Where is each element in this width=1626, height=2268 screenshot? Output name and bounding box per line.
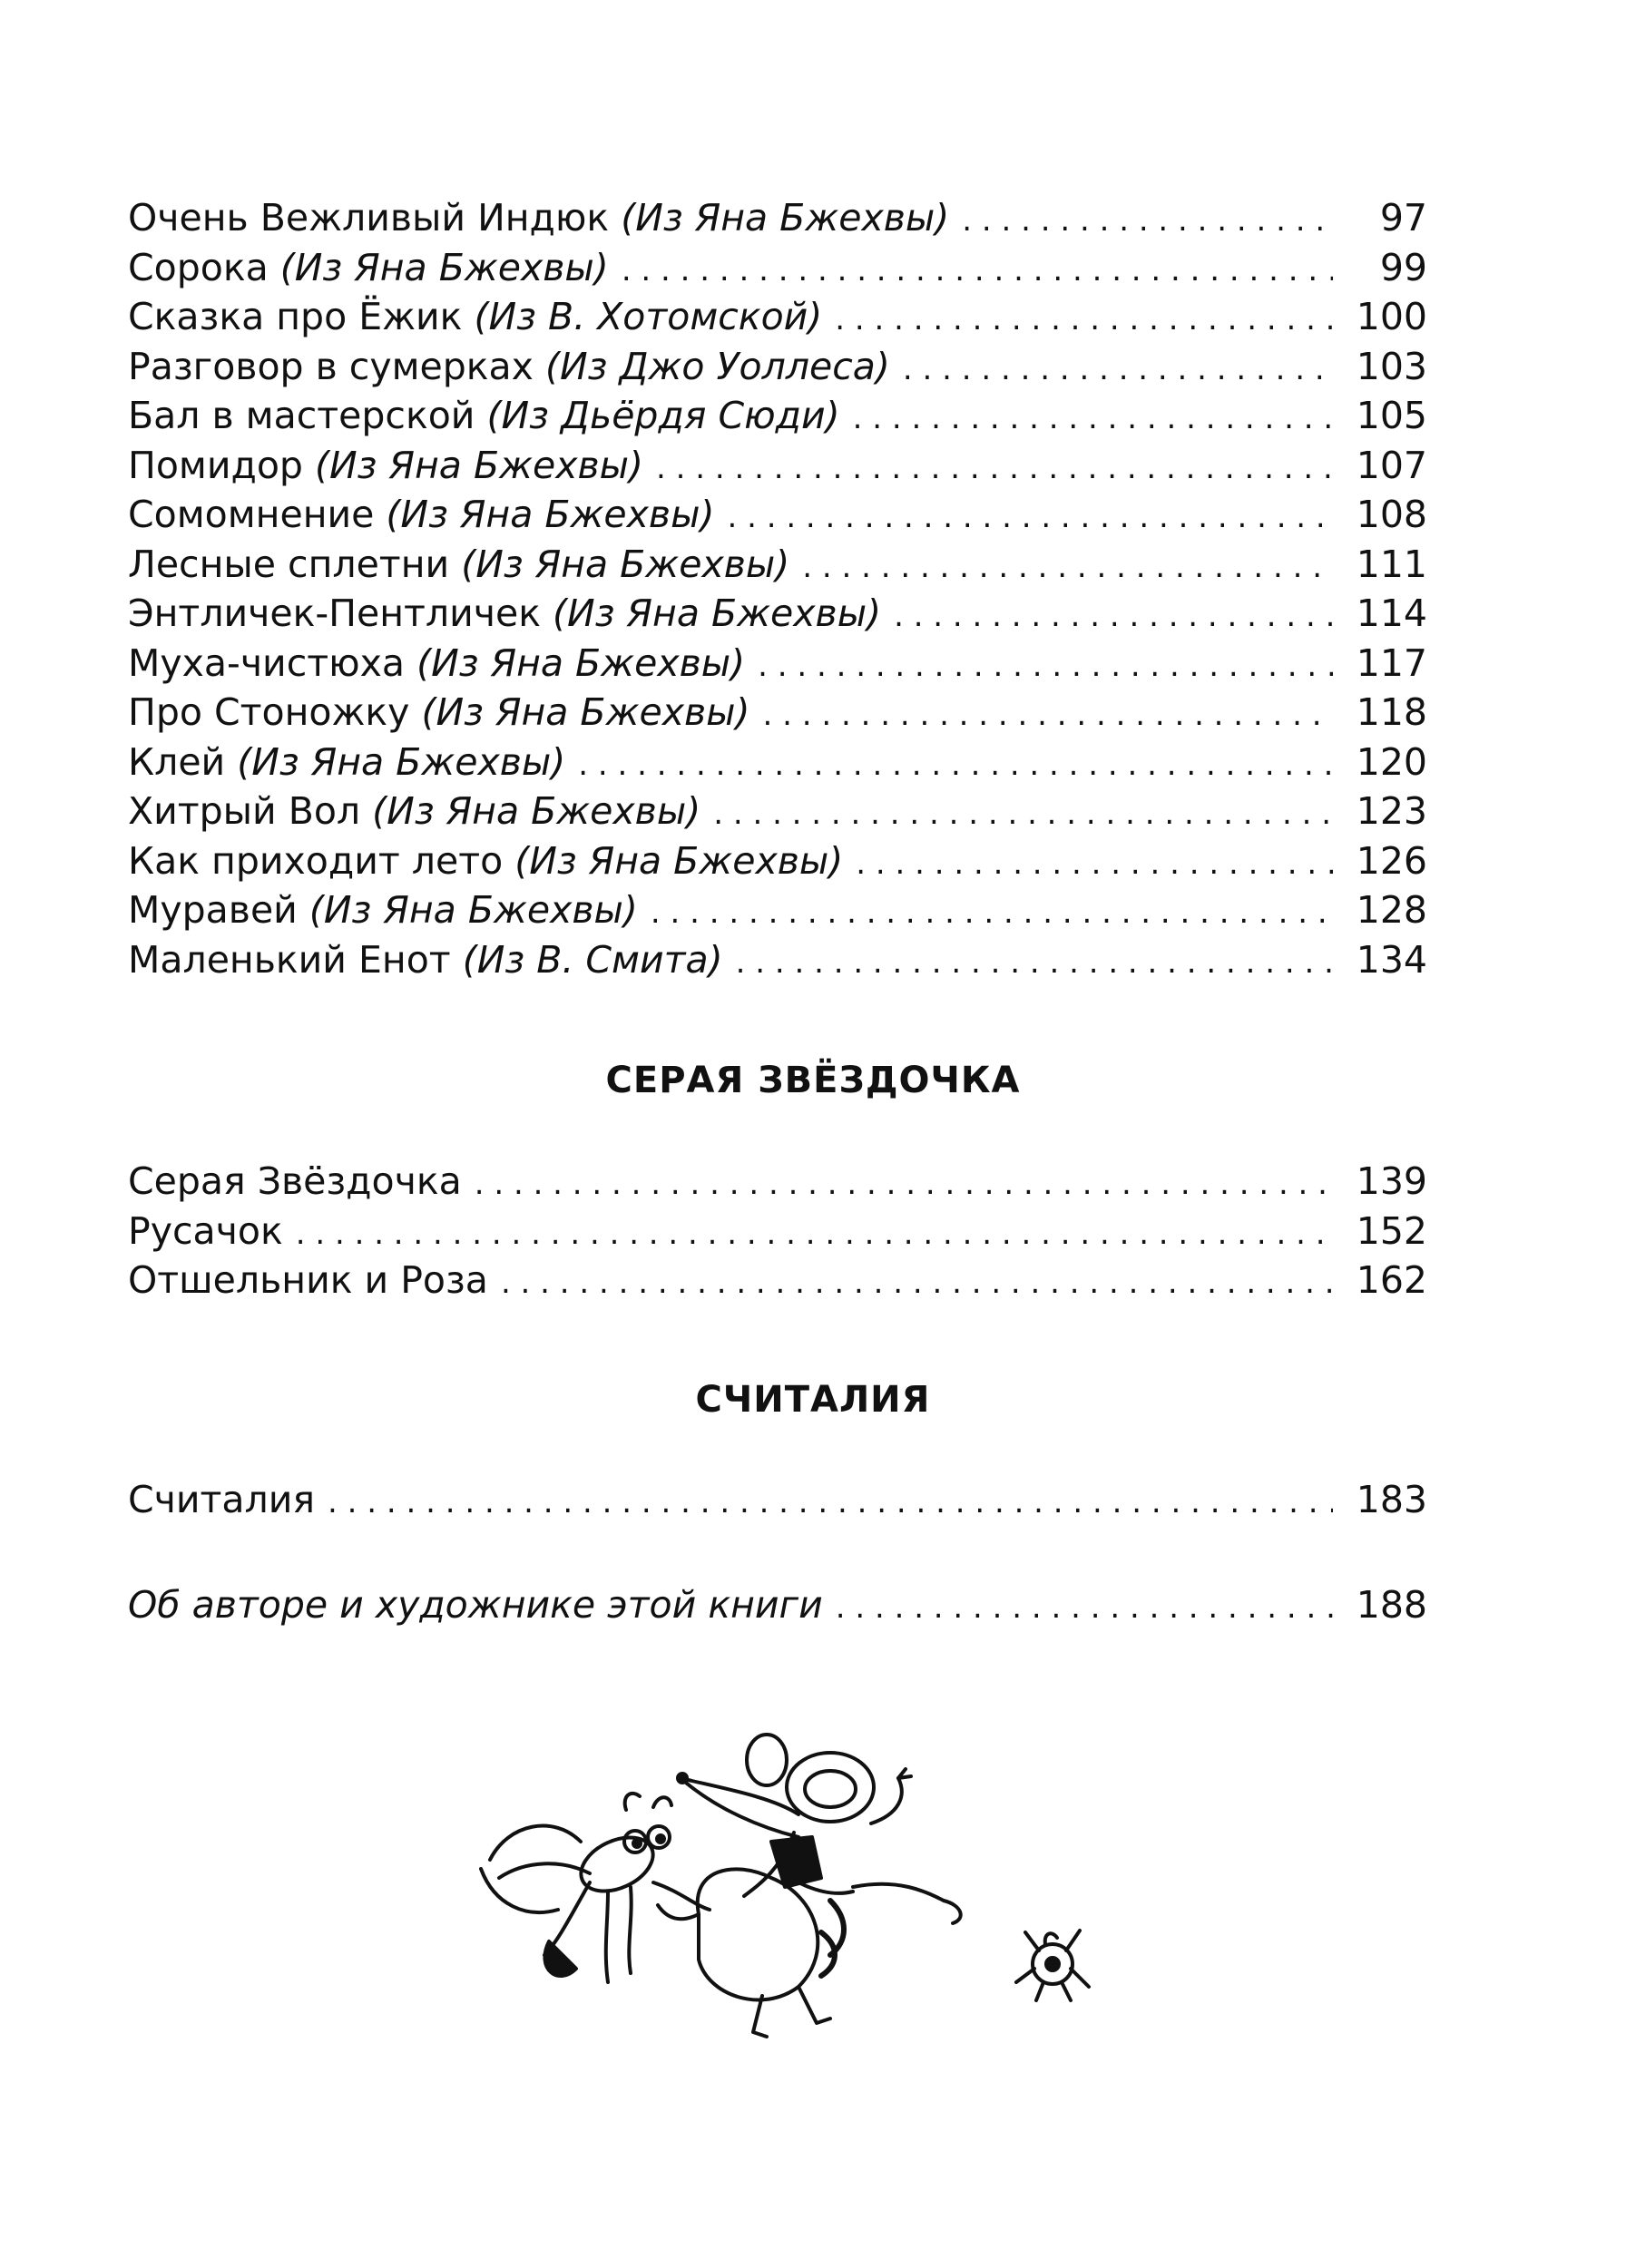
entry-title: Как приходит лето — [128, 838, 504, 883]
entry-page-number: 103 — [1356, 344, 1427, 388]
mouse-drawing — [658, 1735, 961, 2037]
entry-title: Сказка про Ёжик — [128, 295, 463, 338]
toc-group-2 — [128, 1157, 1427, 1305]
toc-entry[interactable] — [128, 1580, 1427, 1630]
entry-page-number: 100 — [1356, 295, 1427, 338]
toc-group-1 — [128, 193, 1427, 984]
dot-leader — [736, 938, 1333, 988]
toc-entry[interactable] — [128, 885, 1427, 935]
toc-entry[interactable] — [128, 391, 1427, 441]
dot-leader — [962, 196, 1333, 246]
toc-entry[interactable] — [128, 688, 1427, 738]
entry-title: Бал в мастерской — [128, 394, 475, 437]
entry-page-number: 128 — [1356, 888, 1427, 932]
entry-source: (Из Яна Бжехвы) — [421, 690, 750, 734]
entry-title: Отшельник и Роза — [128, 1258, 488, 1302]
entry-page-number: 162 — [1356, 1258, 1427, 1302]
bug-drawing — [1016, 1931, 1089, 2000]
dot-leader — [713, 789, 1333, 839]
dot-leader — [296, 1209, 1333, 1259]
dot-leader — [727, 493, 1333, 543]
toc-entry[interactable] — [128, 1157, 1427, 1207]
entry-page-number: 120 — [1356, 739, 1427, 784]
entry-source: (Из Яна Бжехвы) — [416, 640, 746, 685]
entry-page-number: 118 — [1356, 690, 1427, 734]
entry-title: Хитрый Вол — [128, 789, 361, 833]
dot-leader — [903, 345, 1333, 395]
dot-leader — [622, 246, 1333, 296]
entry-title: Сомомнение — [128, 493, 375, 536]
dot-leader — [758, 641, 1333, 691]
entry-page-number: 99 — [1379, 245, 1427, 289]
entry-page-number: 105 — [1356, 394, 1427, 437]
dot-leader — [853, 394, 1333, 444]
entry-title: Об авторе и художнике этой книги — [128, 1583, 823, 1627]
dot-leader — [328, 1478, 1333, 1528]
entry-source: (Из В. Хотомской) — [474, 295, 823, 338]
entry-page-number: 183 — [1356, 1478, 1427, 1521]
entry-source: (Из Яна Бжехвы) — [372, 789, 701, 833]
toc-entry[interactable] — [128, 1207, 1427, 1256]
entry-title: Серая Звёздочка — [128, 1159, 462, 1203]
entry-source: (Из Яна Бжехвы) — [461, 542, 790, 586]
entry-source: (Из Яна Бжехвы) — [386, 493, 715, 536]
entry-title: Маленький Енот — [128, 937, 451, 982]
toc-afterword — [128, 1580, 1427, 1630]
dot-leader — [856, 839, 1333, 889]
entry-page-number: 123 — [1356, 789, 1427, 833]
entry-page-number: 108 — [1356, 493, 1427, 536]
toc-entry[interactable] — [128, 639, 1427, 689]
dot-leader — [835, 295, 1333, 345]
entry-page-number: 139 — [1356, 1159, 1427, 1203]
toc-entry[interactable] — [128, 1475, 1427, 1525]
dot-leader — [656, 444, 1333, 494]
toc-entry[interactable] — [128, 540, 1427, 590]
entry-title: Муха-чистюха — [128, 640, 406, 685]
entry-page-number: 107 — [1356, 443, 1427, 487]
toc-group-3 — [128, 1475, 1427, 1525]
entry-source: (Из Яна Бжехвы) — [621, 196, 950, 240]
mouse-and-insects-illustration — [472, 1724, 1143, 2114]
section-heading: СЧИТАЛИЯ — [695, 1379, 931, 1421]
toc-entry[interactable] — [128, 935, 1427, 985]
toc-entry[interactable] — [128, 836, 1427, 886]
entry-title: Энтличек-Пентличек — [128, 591, 541, 635]
entry-title: Про Стоножку — [128, 690, 410, 734]
entry-page-number: 188 — [1356, 1583, 1427, 1627]
entry-source: (Из Яна Бжехвы) — [553, 591, 882, 635]
toc-entry[interactable] — [128, 738, 1427, 787]
entry-source: (Из Яна Бжехвы) — [514, 838, 844, 883]
toc-entry[interactable] — [128, 441, 1427, 491]
entry-title: Разговор в сумерках — [128, 344, 534, 388]
entry-source: (Из В. Смита) — [462, 937, 723, 982]
entry-page-number: 126 — [1356, 838, 1427, 883]
toc-entry[interactable] — [128, 292, 1427, 342]
entry-title: Муравей — [128, 888, 298, 932]
dot-leader — [763, 690, 1333, 740]
toc-entry[interactable] — [128, 490, 1427, 540]
section-heading: СЕРАЯ ЗВЁЗДОЧКА — [605, 1060, 1021, 1101]
entry-source: (Из Яна Бжехвы) — [315, 443, 644, 487]
entry-page-number: 134 — [1356, 937, 1427, 982]
entry-source: (Из Яна Бжехвы) — [309, 888, 638, 932]
toc-entry[interactable] — [128, 342, 1427, 392]
toc-entry[interactable] — [128, 787, 1427, 836]
fly-drawing — [481, 1794, 710, 1982]
dot-leader — [836, 1583, 1333, 1633]
toc-entry[interactable] — [128, 589, 1427, 639]
dot-leader — [475, 1159, 1333, 1209]
entry-source: (Из Джо Уоллеса) — [544, 344, 890, 388]
dot-leader — [578, 740, 1333, 790]
toc-entry[interactable] — [128, 243, 1427, 293]
dot-leader — [651, 888, 1333, 938]
entry-page-number: 117 — [1356, 640, 1427, 685]
entry-page-number: 152 — [1356, 1208, 1427, 1253]
entry-title: Считалия — [128, 1478, 316, 1521]
entry-source: (Из Яна Бжехвы) — [279, 245, 609, 289]
entry-title: Сорока — [128, 245, 269, 289]
entry-title: Лесные сплетни — [128, 542, 450, 586]
entry-page-number: 114 — [1356, 591, 1427, 635]
dot-leader — [501, 1258, 1333, 1308]
entry-title: Клей — [128, 739, 226, 784]
dot-leader — [802, 543, 1333, 592]
toc-entry[interactable] — [128, 1256, 1427, 1305]
entry-title: Очень Вежливый Индюк — [128, 196, 610, 240]
dot-leader — [894, 591, 1333, 641]
entry-title: Помидор — [128, 443, 303, 487]
entry-source: (Из Дьёрдя Сюди) — [486, 394, 840, 437]
entry-page-number: 97 — [1379, 196, 1427, 240]
toc-entry[interactable] — [128, 193, 1427, 243]
entry-title: Русачок — [128, 1208, 283, 1253]
entry-page-number: 111 — [1356, 542, 1427, 586]
entry-source: (Из Яна Бжехвы) — [237, 739, 566, 784]
